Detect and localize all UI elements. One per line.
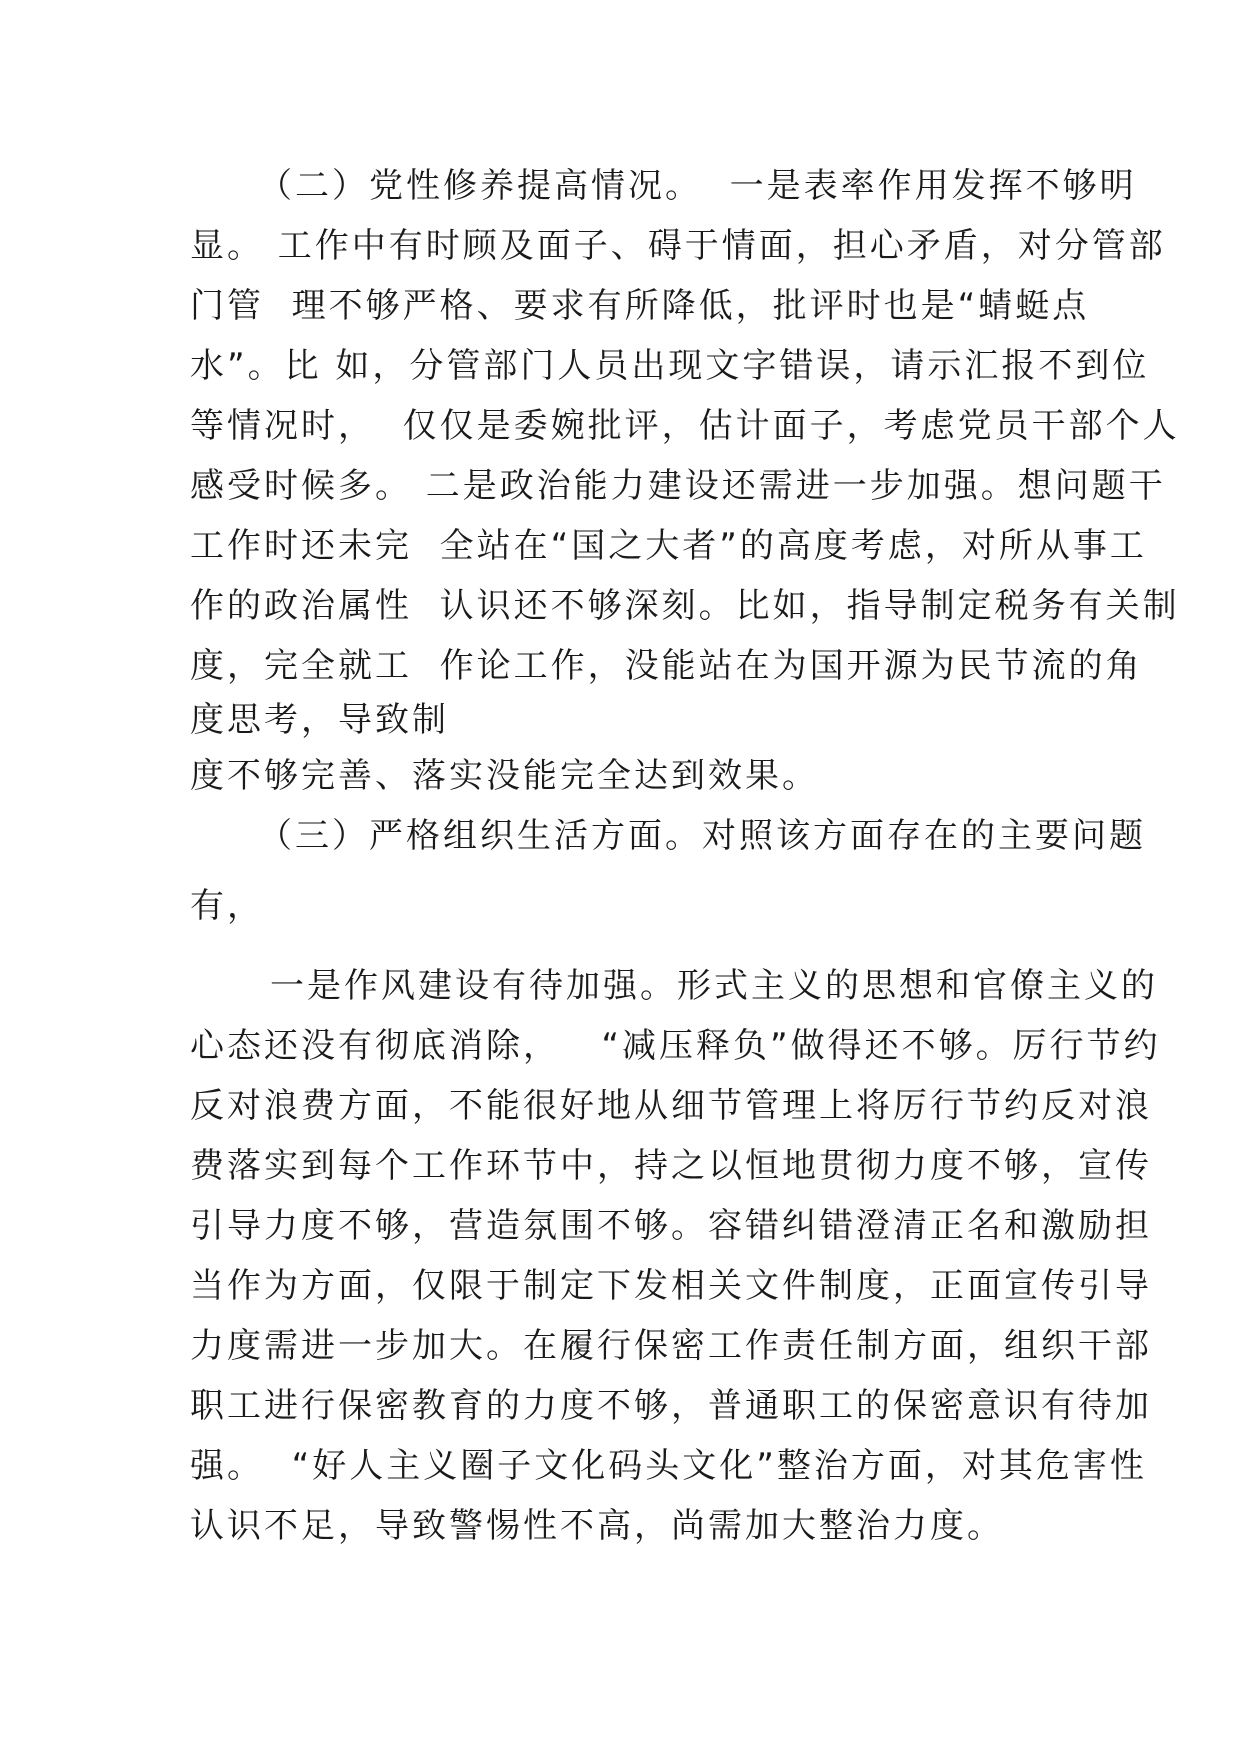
text-line: 显。 工作中有时顾及面子、碍于情面，担心矛盾，对分管部 <box>190 226 1166 266</box>
text-line: 职工进行保密教育的力度不够，普通职工的保密意识有待加 <box>190 1386 1152 1426</box>
text-line: 当作为方面，仅限于制定下发相关文件制度，正面宣传引导 <box>190 1266 1152 1306</box>
text-line: 度不够完善、落实没能完全达到效果。 <box>190 756 819 796</box>
text-line: 心态还没有彻底消除， “减压释负”做得还不够。厉行节约 <box>190 1026 1161 1066</box>
text-line: 作的政治属性 认识还不够深刻。比如，指导制定税务有关制 <box>190 586 1180 626</box>
text-line: 度思考，导致制 <box>190 700 449 740</box>
text-line: 力度需进一步加大。在履行保密工作责任制方面，组织干部 <box>190 1326 1152 1366</box>
text-line: 水”。比 如，分管部门人员出现文字错误，请示汇报不到位 <box>190 346 1150 386</box>
text-line: 工作时还未完 全站在“国之大者”的高度考虑，对所从事工 <box>190 526 1147 566</box>
text-line: 等情况时， 仅仅是委婉批评，估计面子，考虑党员干部个人 <box>190 406 1180 446</box>
text-line: 有， <box>190 886 264 926</box>
text-line: 度，完全就工 作论工作，没能站在为国开源为民节流的角 <box>190 646 1143 686</box>
text-line: （二）党性修养提高情况。 一是表率作用发挥不够明 <box>258 166 1137 206</box>
text-line: 门管 理不够严格、要求有所降低，批评时也是“蜻蜓点 <box>190 286 1090 326</box>
text-line: 感受时候多。 二是政治能力建设还需进一步加强。想问题干 <box>190 466 1166 506</box>
text-line: 费落实到每个工作环节中，持之以恒地贯彻力度不够，宣传 <box>190 1146 1152 1186</box>
text-line: 一是作风建设有待加强。形式主义的思想和官僚主义的 <box>270 966 1158 1006</box>
section-heading: （三）严格组织生活方面。对照该方面存在的主要问题 <box>258 816 1146 856</box>
text-line: 认识不足，导致警惕性不高，尚需加大整治力度。 <box>190 1506 1004 1546</box>
text-line: 引导力度不够，营造氛围不够。容错纠错澄清正名和激励担 <box>190 1206 1152 1246</box>
text-line: 反对浪费方面，不能很好地从细节管理上将厉行节约反对浪 <box>190 1086 1152 1126</box>
text-line: 强。 “好人主义圈子文化码头文化”整治方面，对其危害性 <box>190 1446 1147 1486</box>
